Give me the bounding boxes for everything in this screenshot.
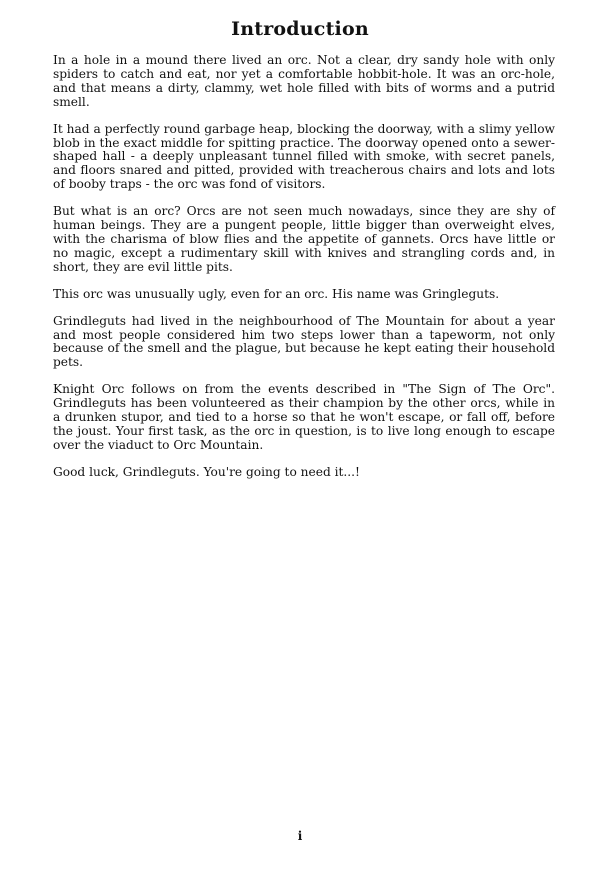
page-title: Introduction <box>231 18 369 40</box>
paragraph-5: Grindleguts had lived in the neighbourhood of The Mountain for about a year and most people considered him two steps lower than a tapeworm, not only because of the smell and the plague, but because he kept eating their household pets. <box>53 313 555 370</box>
page-number: i <box>297 829 303 843</box>
paragraph-4: This orc was unusually ugly, even for an orc. His name was Gringleguts. <box>53 286 500 301</box>
paragraph-2: It had a perfectly round garbage heap, blocking the doorway, with a slimy yellow blob in the exact middle for spitting practice. The doorway opened onto a sewer-shaped hall - a deeply unpleasant tunnel filled with smoke, with secret panels, and floors snared and pitted, provided with treacherous chairs and lots and lots of booby traps - the orc was fond of visitors. <box>53 121 555 192</box>
document-body <box>53 54 555 493</box>
paragraph-3: But what is an orc? Orcs are not seen much nowadays, since they are shy of human beings. They are a pungent people, little bigger than overweight elves, with the charisma of blow flies and the appetite of gannets. Orcs have little or no magic, except a rudimentary skill with knives and strangling cords and, in short, they are evil little pits. <box>53 204 555 274</box>
paragraph-6: Knight Orc follows on from the events described in "The Sign of The Orc". Grindleguts has been volunteered as their champion by the other orcs, while in a drunken stupor, and tied to a horse so that he won't escape, or fall off, before the joust. Your first task, as the orc in question, is to live long enough to escape over the viaduct to Orc Mountain. <box>53 382 555 452</box>
paragraph-7: Good luck, Grindleguts. You're going to need it...! <box>53 464 360 479</box>
paragraph-1: In a hole in a mound there lived an orc. Not a clear, dry sandy hole with only spiders to catch and eat, nor yet a comfortable hobbit-hole. It was an orc-hole, and that means a dirty, clammy, wet hole filled with bits of worms and a putrid smell. <box>53 53 555 109</box>
